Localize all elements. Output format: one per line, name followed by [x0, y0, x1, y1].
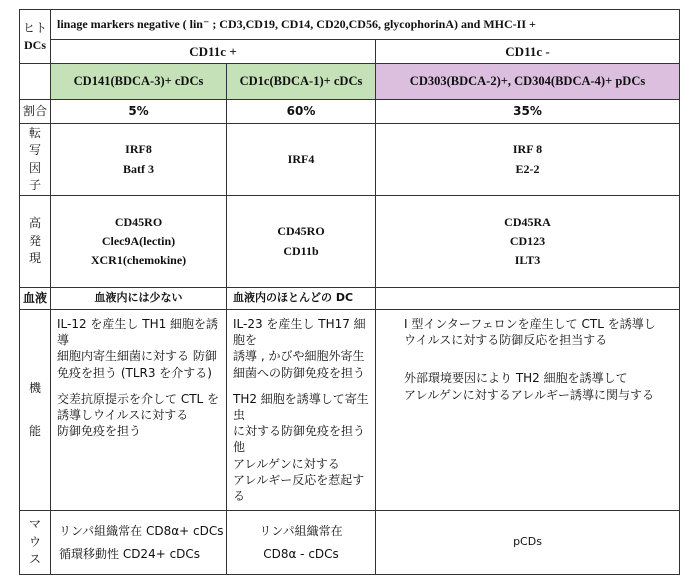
- func-pdcs-3: 外部環境要因により TH2 細胞を誘導して: [404, 371, 628, 386]
- empty-label-cell: [20, 64, 51, 100]
- func-cd1c-7: アレルギー反応を惹起する: [233, 472, 365, 503]
- ratio-cd141: 5%: [51, 100, 227, 124]
- mouse-cd141: [51, 511, 227, 575]
- label-expr-1: 発: [28, 233, 41, 248]
- tf-cd141: [51, 124, 227, 196]
- tf-cd141-1: Batf 3: [123, 161, 154, 176]
- mouse-pdcs-0: pCDs: [513, 535, 542, 549]
- func-cd1c-4: TH2 細胞を誘導して寄生虫: [233, 391, 369, 422]
- blood-pdcs: [376, 288, 680, 310]
- function-pdcs: [376, 310, 680, 511]
- label-mouse-1: ウ: [28, 534, 41, 549]
- expr-cd1c-1: CD11b: [283, 243, 319, 258]
- label-expr-2: 現: [28, 251, 41, 266]
- ratio-cd1c: 60%: [227, 100, 376, 124]
- tf-cd141-0: IRF8: [125, 142, 152, 157]
- expr-cd1c-0: CD45RO: [277, 224, 325, 239]
- label-tf-0: 転: [28, 125, 41, 140]
- blood-cd141: 血液内には少ない: [51, 288, 227, 310]
- cd11c-positive-header: CD11c +: [51, 40, 376, 64]
- ratio-pdcs: 35%: [376, 100, 680, 124]
- label-mouse: [20, 511, 51, 575]
- tf-cd1c-0: IRF4: [287, 151, 315, 166]
- func-cd1c-2: 細菌への防御免疫を担う: [233, 365, 366, 380]
- func-cd141-1: 細胞内寄生細菌に対する 防御: [57, 349, 217, 364]
- mouse-cd141-1: 循環移動性 CD24+ cDCs: [59, 546, 201, 561]
- func-cd1c-6: アレルゲンに対する: [233, 456, 340, 471]
- func-cd141-0: IL-12 を産生し TH1 細胞を誘導: [57, 317, 219, 348]
- expr-pdcs-1: CD123: [509, 233, 546, 248]
- func-cd141-gap: [57, 381, 220, 391]
- subset-name-pdcs: CD303(BDCA-2)+, CD304(BDCA-4)+ pDCs: [376, 64, 680, 100]
- label-blood: 血液: [20, 288, 51, 310]
- expr-cd141: [51, 196, 227, 288]
- label-tf-3: 子: [28, 177, 41, 192]
- func-cd141-4: 交差抗原提示を介して CTL を: [57, 391, 220, 406]
- dc-subset-table-frame: [5, 5, 687, 567]
- subset-name-cd1c: CD1c(BDCA-1)+ cDCs: [227, 64, 376, 100]
- func-pdcs-4: アレルゲンに対するアレルギー誘導に関与する: [404, 387, 654, 402]
- cd11c-negative-header: CD11c -: [376, 40, 680, 64]
- label-tf-2: 因: [28, 160, 41, 175]
- func-pdcs-0: I 型インターフェロンを産生して CTL を誘導し: [404, 317, 656, 331]
- expr-cd141-2: XCR1(chemokine): [90, 253, 187, 268]
- label-func-0: 機: [28, 380, 41, 395]
- tf-pdcs-1: E2-2: [515, 161, 540, 176]
- tf-pdcs: [376, 124, 680, 196]
- lineage-header: linage markers negative ( lin⁻ ; CD3,CD19, CD14, CD20,CD56, glycophorinA) and MHC-II +: [51, 10, 680, 40]
- func-pdcs-gap: [404, 348, 673, 370]
- label-expr-0: 高: [28, 216, 41, 231]
- label-function: [20, 310, 51, 511]
- label-transcription-factor: [20, 124, 51, 196]
- func-cd1c-0: IL-23 を産生し TH17 細胞を: [233, 317, 366, 348]
- expr-pdcs: [376, 196, 680, 288]
- mouse-cd141-0: リンパ組織常在 CD8α+ cDCs: [59, 523, 224, 538]
- func-cd1c-5: に対する防御免疫を担う他: [233, 424, 366, 455]
- expr-cd1c: [227, 196, 376, 288]
- label-dcs: DCs: [23, 37, 46, 52]
- function-cd1c: [227, 310, 376, 511]
- label-human-dcs: [20, 10, 51, 64]
- expr-cd141-1: Clec9A(lectin): [101, 233, 176, 248]
- tf-cd1c: [227, 124, 376, 196]
- label-func-1: 能: [28, 424, 41, 439]
- label-high-expression: [20, 196, 51, 288]
- mouse-pdcs: [376, 511, 680, 575]
- expr-cd141-0: CD45RO: [114, 214, 163, 229]
- label-func-spacer: [20, 397, 50, 423]
- label-hito: ヒト: [22, 21, 47, 36]
- label-ratio: 割合: [20, 100, 51, 124]
- mouse-cd1c: [227, 511, 376, 575]
- label-tf-1: 写: [28, 143, 41, 158]
- func-cd141-5: 誘導しウイルスに対する: [57, 407, 189, 422]
- func-cd141-6: 防御免疫を担う: [57, 424, 142, 439]
- expr-pdcs-0: CD45RA: [504, 214, 551, 229]
- func-cd1c-1: 誘導 , かびや細胞外寄生: [233, 349, 365, 364]
- label-mouse-0: マ: [28, 517, 41, 532]
- tf-pdcs-0: IRF 8: [512, 142, 543, 157]
- subset-name-cd141: CD141(BDCA-3)+ cDCs: [51, 64, 227, 100]
- func-cd141-2: 免疫を担う (TLR3 を介する): [57, 365, 212, 380]
- label-mouse-2: ス: [28, 552, 41, 567]
- func-pdcs-1: ウイルスに対する防御反応を担当する: [404, 333, 608, 348]
- blood-cd1c: 血液内のほとんどの DC: [227, 288, 376, 310]
- dc-subset-table: [19, 9, 680, 575]
- function-cd141: [51, 310, 227, 511]
- mouse-cd1c-1: CD8α - cDCs: [263, 546, 339, 561]
- func-cd1c-gap: [233, 381, 369, 391]
- expr-pdcs-2: ILT3: [514, 253, 541, 268]
- mouse-cd1c-0: リンパ組織常在: [259, 523, 343, 538]
